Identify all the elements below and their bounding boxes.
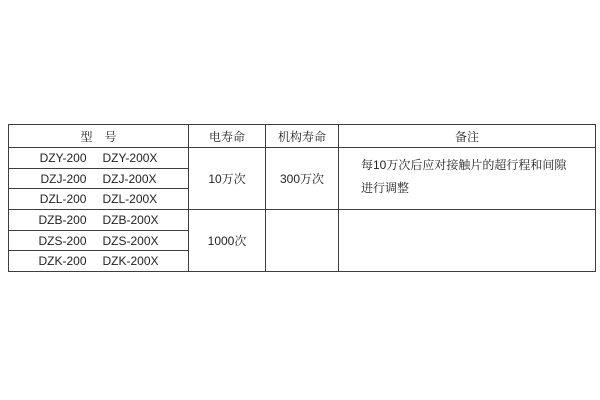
model-cell bbox=[9, 168, 189, 189]
spec-table-container bbox=[8, 124, 596, 272]
electrical-life-cell: 10万次 bbox=[189, 148, 266, 210]
remarks-cell bbox=[339, 210, 596, 272]
model-name-x: DZB-200X bbox=[102, 212, 159, 227]
model-name-x: DZY-200X bbox=[102, 150, 158, 165]
model-cell bbox=[9, 148, 189, 169]
model-name-x: DZJ-200X bbox=[102, 171, 157, 186]
model-name-x: DZL-200X bbox=[102, 192, 158, 207]
model-cell bbox=[9, 189, 189, 210]
model-name: DZJ-200 bbox=[40, 171, 87, 186]
header-model: 型 号 bbox=[9, 125, 189, 148]
model-cell bbox=[9, 210, 189, 231]
remarks-cell bbox=[339, 148, 596, 210]
model-name: DZL-200 bbox=[39, 192, 87, 207]
electrical-life-cell: 1000次 bbox=[189, 210, 266, 272]
header-electrical-life: 电寿命 bbox=[189, 125, 266, 148]
model-name: DZB-200 bbox=[38, 212, 87, 227]
model-name: DZK-200 bbox=[38, 254, 87, 269]
table-row bbox=[9, 210, 596, 231]
spec-table bbox=[8, 124, 596, 272]
mechanism-life-cell: 300万次 bbox=[266, 148, 339, 210]
header-mechanism-life: 机构寿命 bbox=[266, 125, 339, 148]
model-name: DZS-200 bbox=[38, 233, 87, 248]
mechanism-life-cell bbox=[266, 210, 339, 272]
model-cell bbox=[9, 230, 189, 251]
remark-line-1: 每10万次后应对接触片的超行程和间隙 bbox=[361, 158, 567, 172]
header-row bbox=[9, 125, 596, 148]
table-row bbox=[9, 148, 596, 169]
remark-line-2: 进行调整 bbox=[361, 181, 410, 195]
model-name-x: DZK-200X bbox=[102, 254, 159, 269]
header-remarks: 备注 bbox=[339, 125, 596, 148]
model-name-x: DZS-200X bbox=[102, 233, 159, 248]
model-name: DZY-200 bbox=[39, 150, 87, 165]
model-cell bbox=[9, 251, 189, 272]
